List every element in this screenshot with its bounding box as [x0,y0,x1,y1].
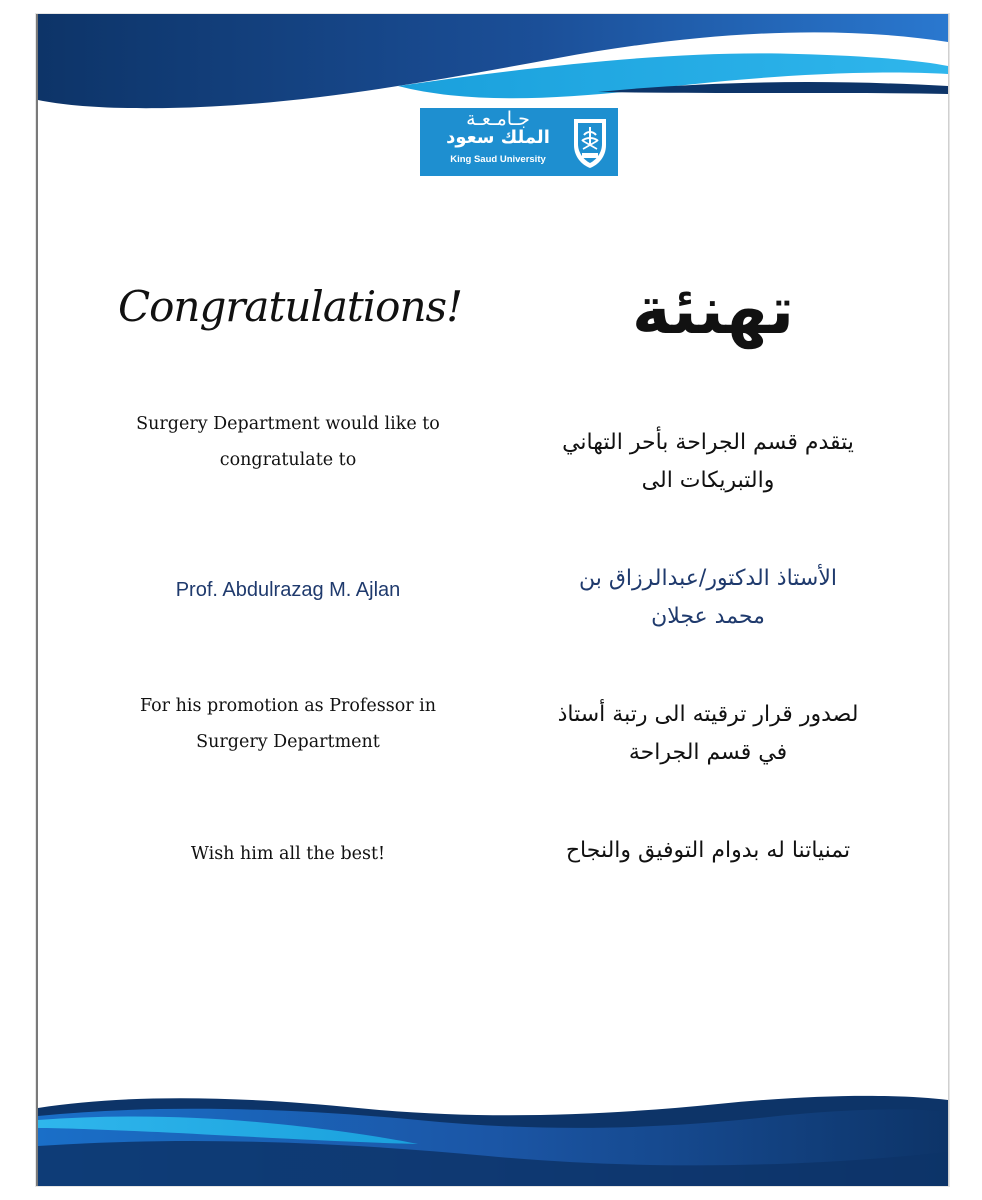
ksu-crest-icon [570,115,610,169]
honoree-name-arabic [518,560,898,636]
arabic-congratulations-heading: تهنئة [631,272,795,349]
logo-arabic-line2: الملك سعود [446,127,550,148]
intro-english-line2: congratulate to [219,450,357,470]
logo-arabic-line1: جـامـعـة [466,108,530,130]
intro-arabic [508,424,908,500]
honoree-arabic-line1: الأستاذ الدكتور/عبدالرزاق بن [578,566,838,591]
reason-arabic [518,696,898,772]
reason-english [113,688,463,760]
intro-english [113,406,463,478]
wish-english: Wish him all the best! [190,844,386,864]
reason-arabic-line1: لصدور قرار ترقيته الى رتبة أستاذ [557,702,859,727]
reason-english-line2: Surgery Department [196,732,380,752]
honoree-arabic-line2: محمد عجلان [651,604,765,629]
reason-english-line1: For his promotion as Professor in [139,696,437,716]
congratulations-heading: Congratulations! [118,282,462,331]
intro-arabic-line1: يتقدم قسم الجراحة بأحر التهاني [562,430,854,455]
certificate-page [36,14,949,1186]
honoree-name-english: Prof. Abdulrazag M. Ajlan [175,579,401,601]
bottom-wave-banner [38,1086,948,1186]
logo-english: King Saud University [450,154,546,165]
wish-arabic: تمنياتنا له بدوام التوفيق والنجاح [565,838,851,863]
intro-english-line1: Surgery Department would like to [136,414,440,434]
reason-arabic-line2: في قسم الجراحة [628,740,788,765]
intro-arabic-line2: والتبريكات الى [641,468,775,493]
ksu-logo [420,108,618,176]
